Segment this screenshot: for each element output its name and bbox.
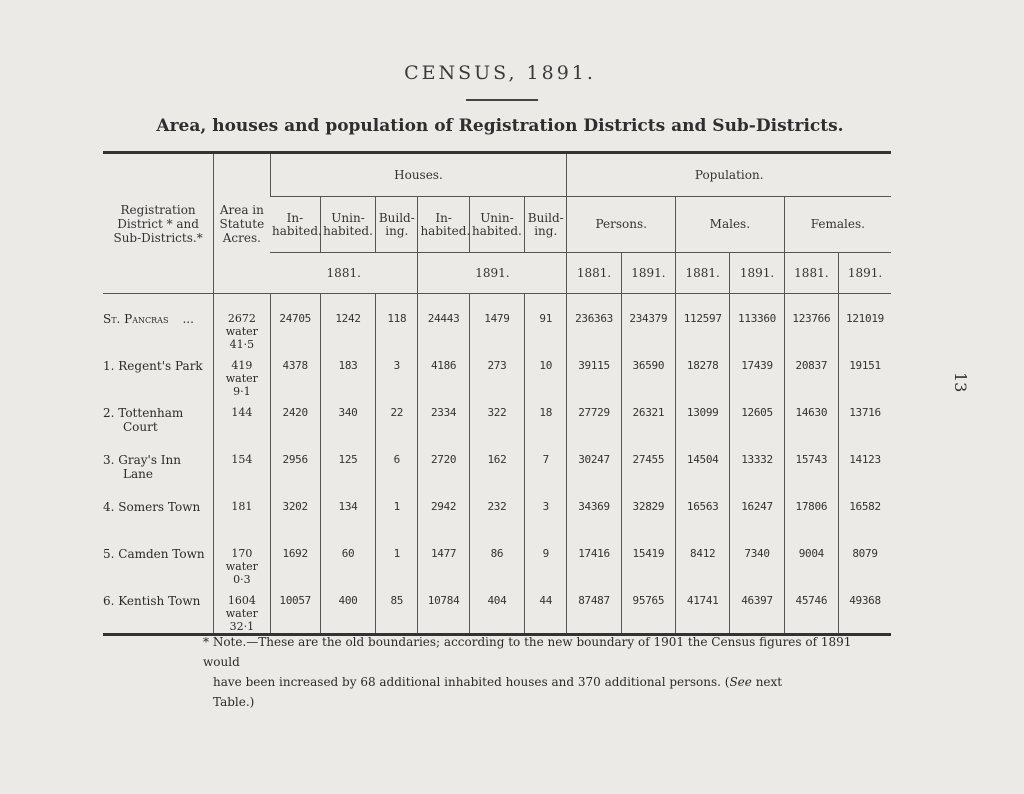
value-cell-male81: 16563 <box>676 500 730 547</box>
value-cell-uninh91: 404 <box>469 594 524 635</box>
area-value: 2672 <box>227 312 256 325</box>
males-1891-header: 1891. <box>730 253 784 294</box>
area-cell <box>214 547 270 594</box>
value-cell-pers81: 30247 <box>567 453 621 500</box>
area-cell <box>214 453 270 500</box>
population-header: Population. <box>567 153 891 197</box>
value-cell-fem91: 19151 <box>839 359 891 406</box>
footnote-see: See <box>729 675 752 689</box>
district-cell <box>103 359 214 406</box>
females-1891-header: 1891. <box>839 253 891 294</box>
uninhabited-1881-header: Unin-habited. <box>320 197 375 253</box>
persons-1891-header: 1891. <box>621 253 675 294</box>
value-cell-pers91: 95765 <box>621 594 675 635</box>
inhabited-1891-header: In-habited. <box>418 197 469 253</box>
footnote <box>203 632 853 712</box>
value-cell-uninh91: 322 <box>469 406 524 453</box>
value-cell-pers81: 39115 <box>567 359 621 406</box>
value-cell-build91: 10 <box>525 359 567 406</box>
district-name: St. Pancras <box>103 312 169 326</box>
area-water-label: water <box>225 560 258 573</box>
value-cell-uninh81: 183 <box>320 359 375 406</box>
value-cell-build81: 85 <box>376 594 418 635</box>
area-cell <box>214 294 270 360</box>
value-cell-uninh81: 340 <box>320 406 375 453</box>
value-cell-fem81: 20837 <box>784 359 838 406</box>
value-cell-male91: 17439 <box>730 359 784 406</box>
district-name: 6. Kentish Town <box>103 594 201 608</box>
area-value: 419 <box>231 359 253 372</box>
table-row <box>103 500 891 547</box>
district-header: Registration District * and Sub-Districts.* <box>103 153 214 294</box>
value-cell-build81: 6 <box>376 453 418 500</box>
value-cell-build81: 1 <box>376 500 418 547</box>
value-cell-male81: 112597 <box>676 294 730 360</box>
area-water-label: water <box>225 607 258 620</box>
district-name: 3. Gray's Inn <box>103 453 181 467</box>
value-cell-male91: 13332 <box>730 453 784 500</box>
district-cell <box>103 500 214 547</box>
area-header: Area in Statute Acres. <box>214 153 270 294</box>
value-cell-male91: 113360 <box>730 294 784 360</box>
value-cell-inh91: 1477 <box>418 547 469 594</box>
males-header: Males. <box>676 197 785 253</box>
value-cell-male91: 46397 <box>730 594 784 635</box>
area-cell <box>214 500 270 547</box>
table-row <box>103 406 891 453</box>
value-cell-pers91: 234379 <box>621 294 675 360</box>
footnote-line-2b: next <box>751 675 783 689</box>
value-cell-pers81: 236363 <box>567 294 621 360</box>
houses-1891-header: 1891. <box>418 253 567 294</box>
value-cell-build91: 91 <box>525 294 567 360</box>
table-subtitle: Area, houses and population of Registration Districts and Sub-Districts. <box>156 116 844 136</box>
district-name-cont: Court <box>123 420 158 434</box>
value-cell-male91: 7340 <box>730 547 784 594</box>
value-cell-inh81: 10057 <box>270 594 320 635</box>
area-cell <box>214 406 270 453</box>
value-cell-uninh91: 273 <box>469 359 524 406</box>
value-cell-fem81: 15743 <box>784 453 838 500</box>
value-cell-fem91: 8079 <box>839 547 891 594</box>
value-cell-fem81: 45746 <box>784 594 838 635</box>
value-cell-pers91: 27455 <box>621 453 675 500</box>
value-cell-fem91: 16582 <box>839 500 891 547</box>
district-cell <box>103 453 214 500</box>
table-row <box>103 594 891 635</box>
value-cell-build81: 22 <box>376 406 418 453</box>
area-water-value: 41·5 <box>229 338 255 351</box>
footnote-line-1: * Note.—These are the old boundaries; according to the new boundary of 1901 the Census figures of 1891 would <box>203 635 852 669</box>
value-cell-build91: 9 <box>525 547 567 594</box>
title-rule <box>466 99 538 101</box>
persons-header: Persons. <box>567 197 676 253</box>
table-row <box>103 359 891 406</box>
value-cell-inh81: 3202 <box>270 500 320 547</box>
value-cell-fem81: 17806 <box>784 500 838 547</box>
footnote-line-2 <box>213 672 853 692</box>
value-cell-build91: 18 <box>525 406 567 453</box>
value-cell-fem91: 49368 <box>839 594 891 635</box>
district-name-cont: Lane <box>123 467 153 481</box>
area-value: 154 <box>231 453 253 466</box>
area-cell <box>214 359 270 406</box>
value-cell-male81: 14504 <box>676 453 730 500</box>
area-water-label: water <box>225 372 258 385</box>
area-value: 170 <box>231 547 253 560</box>
value-cell-uninh91: 162 <box>469 453 524 500</box>
houses-1881-header: 1881. <box>270 253 418 294</box>
value-cell-inh91: 2720 <box>418 453 469 500</box>
building-1881-header: Build-ing. <box>376 197 418 253</box>
value-cell-inh91: 10784 <box>418 594 469 635</box>
males-1881-header: 1881. <box>676 253 730 294</box>
value-cell-build91: 7 <box>525 453 567 500</box>
building-1891-header: Build-ing. <box>525 197 567 253</box>
district-name: 1. Regent's Park <box>103 359 203 373</box>
area-cell <box>214 594 270 635</box>
area-water-value: 9·1 <box>233 385 251 398</box>
value-cell-inh81: 2420 <box>270 406 320 453</box>
value-cell-male81: 41741 <box>676 594 730 635</box>
area-water-value: 0·3 <box>233 573 251 586</box>
value-cell-pers91: 26321 <box>621 406 675 453</box>
value-cell-fem81: 123766 <box>784 294 838 360</box>
district-dots: ... <box>182 312 194 326</box>
footnote-line-2a: have been increased by 68 additional inhabited houses and 370 additional persons. ( <box>213 675 730 689</box>
value-cell-uninh81: 134 <box>320 500 375 547</box>
census-table <box>103 151 891 636</box>
value-cell-fem91: 14123 <box>839 453 891 500</box>
table-body <box>103 294 891 635</box>
value-cell-uninh91: 232 <box>469 500 524 547</box>
value-cell-uninh81: 125 <box>320 453 375 500</box>
table-row <box>103 547 891 594</box>
area-value: 181 <box>231 500 253 513</box>
value-cell-pers81: 34369 <box>567 500 621 547</box>
table-row <box>103 453 891 500</box>
value-cell-uninh81: 1242 <box>320 294 375 360</box>
value-cell-inh81: 4378 <box>270 359 320 406</box>
header-row-1 <box>103 153 891 197</box>
value-cell-uninh81: 400 <box>320 594 375 635</box>
inhabited-1881-header: In-habited. <box>270 197 320 253</box>
value-cell-uninh81: 60 <box>320 547 375 594</box>
table-row <box>103 294 891 360</box>
value-cell-fem91: 121019 <box>839 294 891 360</box>
district-cell <box>103 294 214 360</box>
value-cell-build91: 44 <box>525 594 567 635</box>
value-cell-uninh91: 86 <box>469 547 524 594</box>
value-cell-build81: 118 <box>376 294 418 360</box>
persons-1881-header: 1881. <box>567 253 621 294</box>
value-cell-fem81: 14630 <box>784 406 838 453</box>
district-name: 2. Tottenham <box>103 406 184 420</box>
value-cell-male91: 16247 <box>730 500 784 547</box>
value-cell-fem81: 9004 <box>784 547 838 594</box>
value-cell-inh91: 4186 <box>418 359 469 406</box>
value-cell-pers81: 27729 <box>567 406 621 453</box>
uninhabited-1891-header: Unin-habited. <box>469 197 524 253</box>
district-name: 4. Somers Town <box>103 500 201 514</box>
value-cell-inh91: 2942 <box>418 500 469 547</box>
area-water-label: water <box>225 325 258 338</box>
value-cell-build91: 3 <box>525 500 567 547</box>
value-cell-uninh91: 1479 <box>469 294 524 360</box>
females-header: Females. <box>784 197 891 253</box>
value-cell-pers91: 36590 <box>621 359 675 406</box>
houses-header: Houses. <box>270 153 567 197</box>
value-cell-fem91: 13716 <box>839 406 891 453</box>
value-cell-inh91: 2334 <box>418 406 469 453</box>
value-cell-pers81: 87487 <box>567 594 621 635</box>
value-cell-inh81: 24705 <box>270 294 320 360</box>
value-cell-male81: 8412 <box>676 547 730 594</box>
district-cell <box>103 547 214 594</box>
footnote-line-3: Table.) <box>213 695 255 709</box>
value-cell-male81: 18278 <box>676 359 730 406</box>
females-1881-header: 1881. <box>784 253 838 294</box>
value-cell-build81: 3 <box>376 359 418 406</box>
value-cell-pers91: 32829 <box>621 500 675 547</box>
value-cell-male91: 12605 <box>730 406 784 453</box>
area-water-value: 32·1 <box>229 620 255 633</box>
page-number: 13 <box>951 372 970 393</box>
area-value: 1604 <box>227 594 256 607</box>
value-cell-build81: 1 <box>376 547 418 594</box>
district-name: 5. Camden Town <box>103 547 205 561</box>
value-cell-pers91: 15419 <box>621 547 675 594</box>
value-cell-inh81: 2956 <box>270 453 320 500</box>
value-cell-male81: 13099 <box>676 406 730 453</box>
area-value: 144 <box>231 406 253 419</box>
value-cell-pers81: 17416 <box>567 547 621 594</box>
value-cell-inh91: 24443 <box>418 294 469 360</box>
district-cell <box>103 594 214 635</box>
page-title: CENSUS, 1891. <box>404 62 596 84</box>
district-cell <box>103 406 214 453</box>
value-cell-inh81: 1692 <box>270 547 320 594</box>
